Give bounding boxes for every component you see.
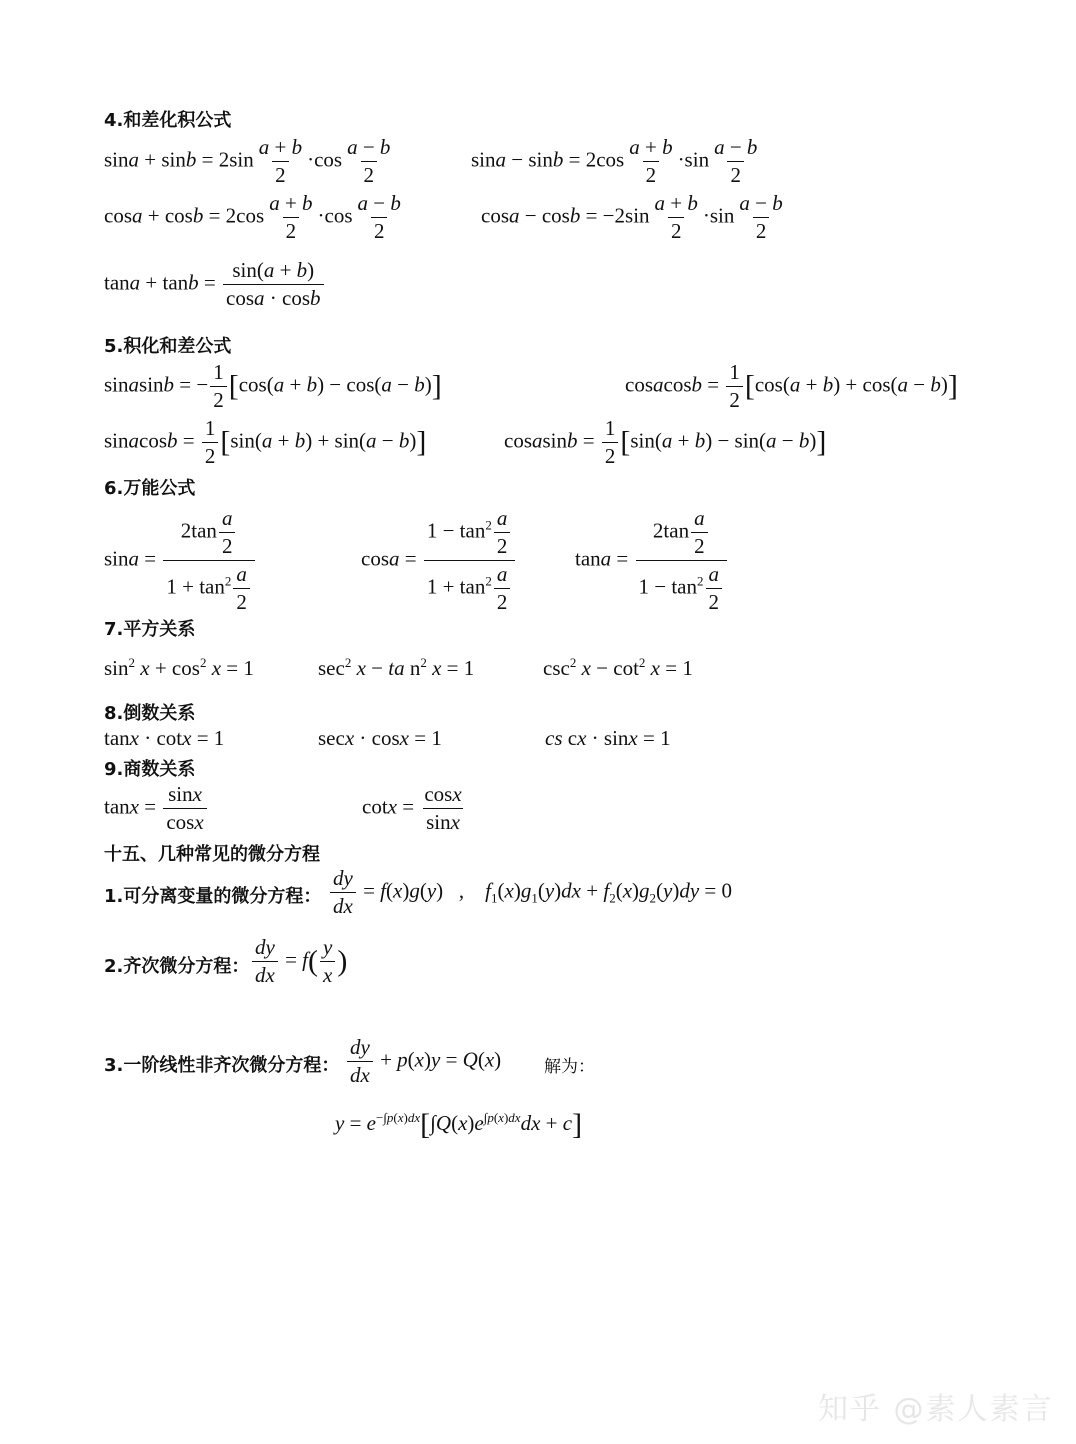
formula-cos-sum: cosa + cosb = 2cos $\frac{a + b}{2}$ ·cos $\frac{a - b}{2}$ <box>104 191 401 243</box>
formula-universal-cos: cosa = $1 - \tan^2$ $\frac{a}{2}$ $1 + \tan^2$ $\frac{a}{2}$ <box>361 508 517 613</box>
formula-sin-cos: sinacosb = $\frac{1}{2}$ [sin(a + b) + sin(a − b)] <box>104 416 427 468</box>
formula-cos-diff: cosa − cosb = −2sin $\frac{a + b}{2}$ ·sin $\frac{a - b}{2}$ <box>481 191 783 243</box>
formula-sin-sum: sina + sinb = 2sin $\frac{a + b}{2}$ ·cos $\frac{a - b}{2}$ <box>104 135 391 187</box>
formula-reciprocal-1: tanx · cotx = 1 <box>104 726 225 750</box>
formula-cos-cos: cosacosb = $\frac{1}{2}$ [cos(a + b) + cos(a − b)] <box>625 360 958 412</box>
formula-square-3: $\csc^2 x - \cot^2 x = 1$ <box>543 655 693 680</box>
de2-label: 2.齐次微分方程： <box>104 956 250 977</box>
formula-tan-sum: tana + tanb = $\frac{\sin(a + b)}{\cos a \cdot \cos b}$ <box>104 260 326 309</box>
de1-label: 1.可分离变量的微分方程： <box>104 886 322 907</box>
formula-quotient-tan: tanx = $\frac{\sin x}{\cos x}$ <box>104 784 209 833</box>
section-heading-4: 4.和差化积公式 <box>104 110 232 131</box>
formula-square-2: $\sec^2 x$ − ta $n^2$ x = 1 <box>318 655 475 680</box>
section-heading-15: 十五、几种常见的微分方程 <box>104 844 320 865</box>
formula-homogeneous: $\frac{dy}{dx}$ = f( $\frac{y}{x}$ ) <box>250 937 347 986</box>
formula-universal-sin: sina = 2tan $\frac{a}{2}$ $1 + \tan^2$ $\frac{a}{2}$ <box>104 508 257 613</box>
section-heading-7: 7.平方关系 <box>104 619 196 640</box>
formula-quotient-cot: cotx = $\frac{\cos x}{\sin x}$ <box>362 782 462 834</box>
solution-label: 解为： <box>544 1057 595 1077</box>
formula-reciprocal-2: secx · cosx = 1 <box>318 726 442 750</box>
formula-separable: $\frac{dy}{dx}$ = f(x)g(y) , $f_1(x)g_1(y)dx + f_2(x)g_2(y)dy = 0$ <box>328 868 732 917</box>
section-heading-5: 5.积化和差公式 <box>104 336 232 357</box>
formula-universal-tan: tana = 2tan $\frac{a}{2}$ $1 - \tan^2$ $\frac{a}{2}$ <box>575 508 729 613</box>
formula-reciprocal-3: cs cx · sinx = 1 <box>545 726 671 750</box>
formula-cos-sin: cosasinb = $\frac{1}{2}$ [sin(a + b) − sin(a − b)] <box>504 416 827 468</box>
formula-sin-sin: sinasinb = − $\frac{1}{2}$ [cos(a + b) − cos(a − b)] <box>104 360 442 412</box>
formula-square-1: $\sin^2 x + \cos^2 x = 1$ <box>104 655 254 680</box>
formula-sin-diff: sina − sinb = 2cos $\frac{a + b}{2}$ ·sin $\frac{a - b}{2}$ <box>471 135 758 187</box>
de3-label: 3.一阶线性非齐次微分方程： <box>104 1055 340 1076</box>
section-heading-8: 8.倒数关系 <box>104 703 196 724</box>
section-heading-9: 9.商数关系 <box>104 759 196 780</box>
formula-linear: $\frac{dy}{dx}$ + p(x)y = Q(x) <box>345 1037 501 1086</box>
formula-linear-solution: $y = e^{-\int p(x)dx}[\int Q(x)e^{\int p(x)dx}dx + c]$ <box>335 1108 583 1141</box>
section-heading-6: 6.万能公式 <box>104 478 196 499</box>
watermark: 知乎 @素人素言 <box>818 1392 1054 1427</box>
